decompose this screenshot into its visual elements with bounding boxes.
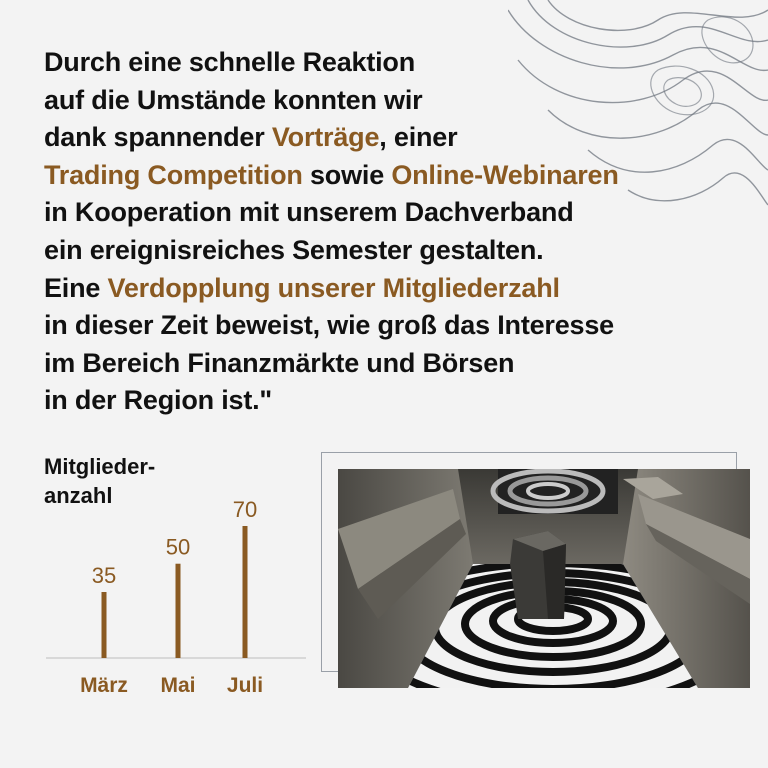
highlighted-phrase: Vorträge <box>271 122 380 153</box>
quote-line <box>44 82 744 120</box>
category-label-märz: März <box>80 674 128 697</box>
quote-line <box>44 194 744 232</box>
quote-fragment: , einer <box>379 122 458 153</box>
quote-line <box>44 232 744 270</box>
value-label-juli: 70 <box>232 497 258 522</box>
bar-märz <box>102 592 107 658</box>
quote-line <box>44 119 744 157</box>
chart-title-line-1: Mitglieder- <box>44 454 156 479</box>
quote-fragment: sowie <box>302 159 392 190</box>
quote-line <box>44 345 744 383</box>
quote-line <box>44 307 744 345</box>
highlighted-phrase: Trading Competition <box>44 159 303 190</box>
quote-fragment: im Bereich Finanzmärkte und Börsen <box>44 347 515 378</box>
quote-line <box>44 157 744 195</box>
category-label-juli: Juli <box>226 674 264 697</box>
member-count-bar-chart <box>44 488 314 708</box>
chart-title-line-2: anzahl <box>44 483 113 508</box>
quote-fragment: dank spannender <box>44 122 272 153</box>
quote-fragment: in Kooperation mit unserem Dachverband <box>44 197 574 228</box>
quote-fragment: in dieser Zeit beweist, wie groß das Interesse <box>44 310 614 341</box>
quote-line <box>44 44 744 82</box>
quote-line <box>44 270 744 308</box>
quote-line <box>44 382 744 420</box>
art-installation-photo <box>338 469 750 688</box>
quote-text <box>44 44 744 420</box>
highlighted-phrase: Verdopplung unserer Mitgliederzahl <box>107 272 560 303</box>
bar-mai <box>176 564 181 658</box>
quote-fragment: ein ereignisreiches Semester gestalten. <box>44 234 544 265</box>
highlighted-phrase: Online-Webinaren <box>391 159 619 190</box>
category-label-mai: Mai <box>160 674 196 697</box>
quote-fragment: Durch eine schnelle Reaktion <box>44 47 416 77</box>
value-label-märz: 35 <box>91 563 117 588</box>
quote-fragment: auf die Umstände konnten wir <box>44 84 423 115</box>
bar-juli <box>243 526 248 658</box>
quote-fragment: Eine <box>44 272 108 303</box>
value-label-mai: 50 <box>165 534 191 560</box>
quote-fragment: in der Region ist." <box>44 385 273 416</box>
